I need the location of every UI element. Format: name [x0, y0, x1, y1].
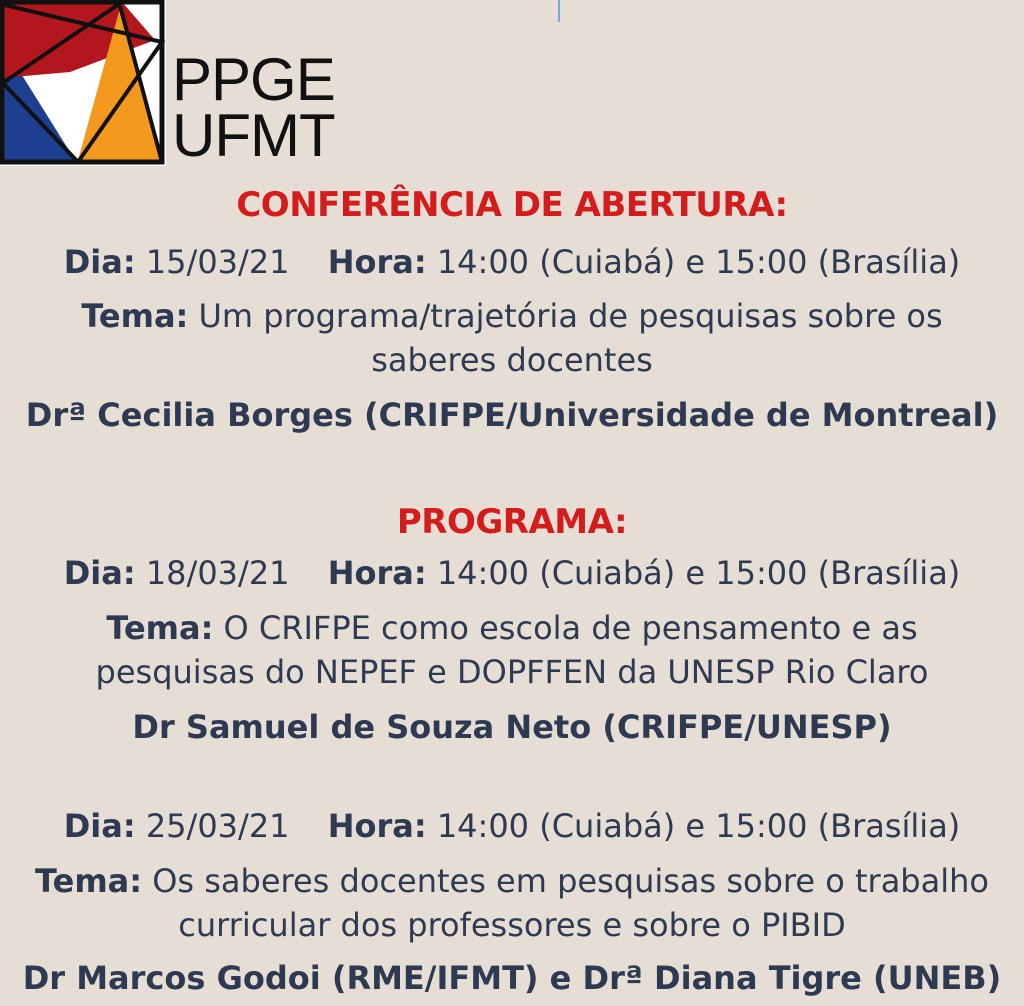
theme-label: Tema:	[106, 609, 214, 647]
session-1-speaker: Dr Samuel de Souza Neto (CRIFPE/UNESP)	[132, 708, 892, 746]
ppge-ufmt-logo	[0, 0, 350, 170]
day-value: 25/03/21	[145, 807, 290, 845]
theme-label: Tema:	[81, 297, 189, 335]
logo-text-ufmt: UFMT	[172, 102, 335, 169]
hour-label: Hora:	[327, 554, 427, 592]
session-2-theme-line1	[0, 861, 1024, 901]
opening-heading: CONFERÊNCIA DE ABERTURA:	[236, 185, 788, 225]
theme-text: Um programa/trajetória de pesquisas sobre os	[198, 297, 943, 335]
hour-value: 14:00 (Cuiabá) e 15:00 (Brasília)	[436, 554, 961, 592]
session-2-speaker: Dr Marcos Godoi (RME/IFMT) e Drª Diana Tigre (UNEB)	[22, 959, 1002, 997]
hour-label: Hora:	[327, 243, 427, 281]
program-heading: PROGRAMA:	[396, 502, 628, 542]
session-1-datetime	[0, 553, 1024, 593]
opening-speaker: Drª Cecilia Borges (CRIFPE/Universidade de Montreal)	[25, 396, 999, 434]
session-1-theme-line2: pesquisas do NEPEF e DOPFFEN da UNESP Rio Claro	[95, 653, 929, 691]
theme-text: O CRIFPE como escola de pensamento e as	[223, 609, 918, 647]
session-2-datetime	[0, 806, 1024, 846]
session-2-theme-line2: curricular dos professores e sobre o PIBID	[178, 906, 846, 944]
logo-emblem	[0, 0, 166, 166]
hour-label: Hora:	[327, 807, 427, 845]
session-1-theme-line1	[0, 608, 1024, 648]
opening-datetime	[0, 242, 1024, 282]
day-label: Dia:	[63, 554, 136, 592]
hour-value: 14:00 (Cuiabá) e 15:00 (Brasília)	[436, 243, 961, 281]
day-value: 18/03/21	[145, 554, 290, 592]
theme-text: Os saberes docentes em pesquisas sobre o trabalho	[152, 862, 989, 900]
hour-value: 14:00 (Cuiabá) e 15:00 (Brasília)	[436, 807, 961, 845]
logo-text-ppge: PPGE	[172, 46, 335, 113]
opening-theme-line2: saberes docentes	[371, 341, 653, 379]
day-label: Dia:	[63, 807, 136, 845]
day-value: 15/03/21	[145, 243, 290, 281]
theme-label: Tema:	[35, 862, 143, 900]
text-cursor-mark	[558, 0, 560, 22]
opening-theme-line1	[0, 296, 1024, 336]
day-label: Dia:	[63, 243, 136, 281]
